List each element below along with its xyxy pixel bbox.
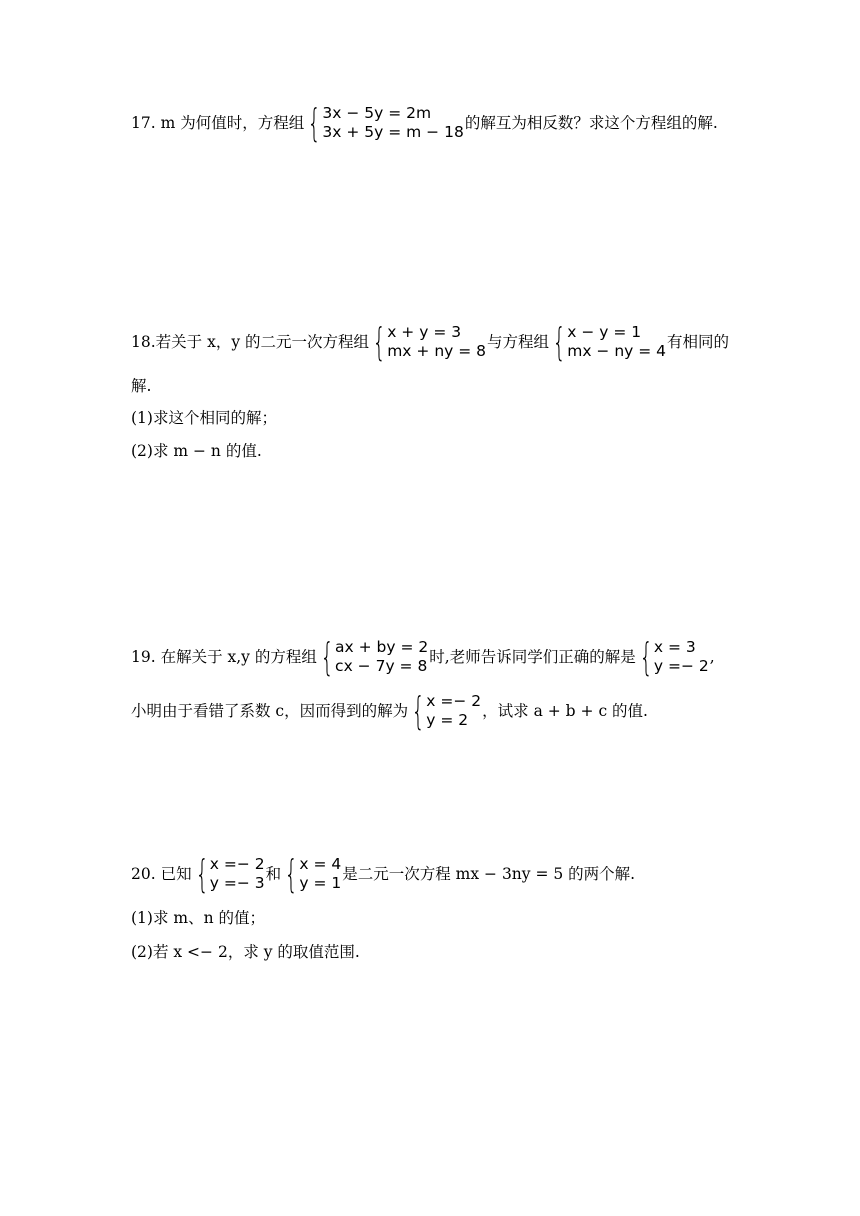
q19-prefix: 19. 在解关于 x,y 的方程组 — [131, 648, 317, 666]
q20-system-2 — [282, 852, 342, 896]
q17-suffix: 的解互为相反数？求这个方程组的解. — [464, 114, 718, 132]
q20-sys2-eq2: y = 1 — [299, 874, 342, 892]
q19-sys3-eq1: x =− 2 — [426, 692, 482, 710]
question-17 — [131, 101, 718, 145]
q20-sys1-eq2: y =− 3 — [209, 874, 265, 892]
brace-icon: { — [552, 320, 566, 364]
q20-sys2-eq1: x = 4 — [299, 855, 342, 873]
q19-line2-suffix: ，试求 a + b + c 的值. — [482, 702, 648, 720]
q18-sys1-eq1: x + y = 3 — [387, 323, 462, 341]
q19-end1: , — [709, 648, 715, 666]
brace-icon: { — [320, 635, 334, 679]
q20-part1: (1)求 m、n 的值； — [131, 909, 265, 927]
brace-icon: { — [372, 320, 386, 364]
q18-system-1 — [370, 320, 487, 364]
q19-sys1-eq2: cx − 7y = 8 — [335, 657, 428, 675]
brace-icon: { — [195, 852, 209, 896]
q18-sys2-eq2: mx − ny = 4 — [567, 342, 667, 360]
q19-sys3-eq2: y = 2 — [426, 711, 469, 729]
q18-suffix: 有相同的 — [667, 333, 730, 351]
q20-prefix: 20. 已知 — [131, 865, 192, 883]
question-19 — [131, 635, 715, 679]
q20-sys1-eq1: x =− 2 — [209, 855, 265, 873]
q17-prefix: 17. m 为何值时，方程组 — [131, 114, 305, 132]
q17-eq2: 3x + 5y = m − 18 — [322, 123, 464, 141]
q18-sys2-eq1: x − y = 1 — [567, 323, 642, 341]
q17-system — [305, 101, 464, 145]
q19-sys2-eq1: x = 3 — [653, 638, 696, 656]
q20-part2: (2)若 x <− 2，求 y 的取值范围. — [131, 943, 360, 961]
q18-part1: (1)求这个相同的解； — [131, 409, 277, 427]
q19-middle: 时,老师告诉同学们正确的解是 — [429, 648, 636, 666]
q19-sys2-eq2: y =− 2 — [653, 657, 709, 675]
q19-system-1 — [318, 635, 429, 679]
q17-eq1: 3x − 5y = 2m — [322, 104, 432, 122]
q20-middle: 和 — [265, 865, 282, 883]
question-18 — [131, 320, 730, 364]
q19-system-3 — [409, 689, 482, 733]
q19-line2 — [131, 689, 648, 733]
question-20 — [131, 852, 636, 896]
q19-line2-prefix: 小明由于看错了系数 c，因而得到的解为 — [131, 702, 409, 720]
q19-sys1-eq1: ax + by = 2 — [335, 638, 429, 656]
q18-system-2 — [550, 320, 667, 364]
brace-icon: { — [639, 635, 653, 679]
brace-icon: { — [307, 101, 321, 145]
brace-icon: { — [411, 689, 425, 733]
q18-sys1-eq2: mx + ny = 8 — [387, 342, 487, 360]
q19-system-2 — [637, 635, 709, 679]
q20-suffix: 是二元一次方程 mx − 3ny = 5 的两个解. — [342, 865, 636, 883]
q18-line2: 解. — [131, 377, 152, 395]
brace-icon: { — [284, 852, 298, 896]
q20-system-1 — [193, 852, 265, 896]
q18-middle: 与方程组 — [487, 333, 550, 351]
q18-part2: (2)求 m − n 的值. — [131, 442, 262, 460]
q18-prefix: 18.若关于 x，y 的二元一次方程组 — [131, 333, 370, 351]
